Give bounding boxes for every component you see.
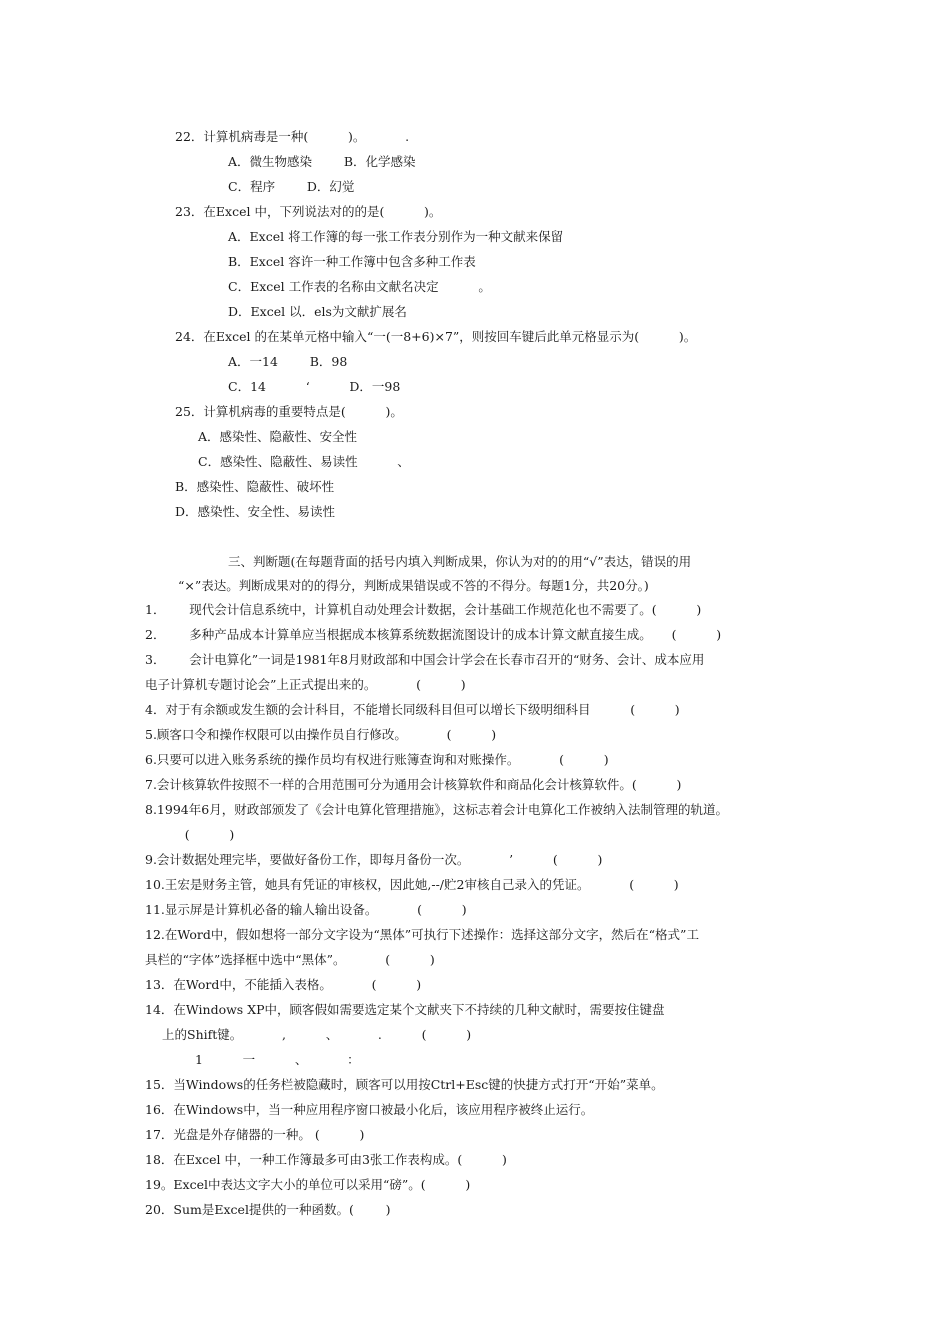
q23-stem: 23．在Excel 中，下列说法对的的是( )。 [175,204,442,219]
judgment-item: 3． 会计电算化”一词是1981年8月财政部和中国会计学会在长春市召开的“财务、会计、成本应用 [145,652,705,667]
judgment-item: 12.在Word中，假如想将一部分文字设为“黑体”可执行下述操作：选择这部分文字，然后在“格式”工 [145,927,699,942]
q25-option-d: D．感染性、安全性、易读性 [175,504,336,519]
judgment-item: 20．Sum是Excel提供的一种函数。( ) [145,1202,391,1217]
q25-option-b: B．感染性、隐蔽性、破坏性 [175,479,335,494]
judgment-item: 11.显示屏是计算机必备的输人输出设备。 ( ) [145,902,467,917]
judgment-item: 7.会计核算软件按照不一样的合用范围可分为通用会计核算软件和商品化会计核算软件。( ) [145,777,682,792]
stray-marks: 1 一 、 ： [195,1052,360,1067]
q25-option-a: A．感染性、隐蔽性、安全性 [198,429,358,444]
judgment-item: 15．当Windows的任务栏被隐藏时，顾客可以用按Ctrl+Esc键的快捷方式打开“开始”菜单。 [145,1077,664,1092]
q23-option-a: A．Excel 将工作簿的每一张工作表分别作为一种文献来保留 [228,229,564,244]
section-heading: 三、判断题(在每题背面的括号内填入判断成果，你认为对的的用“√”表达，错误的用 [228,554,692,569]
judgment-item: 上的Shift键。 , 、 . ( ) [162,1027,472,1042]
judgment-item: 9.会计数据处理完毕，要做好备份工作，即每月备份一次。 ’ ( ) [145,852,603,867]
judgment-item: 10.王宏是财务主管，她具有凭证的审核权，因此她,--/贮2审核自己录入的凭证。 ( ) [145,877,679,892]
judgment-item: 18．在Excel 中，一种工作簿最多可由3张工作表构成。( ) [145,1152,507,1167]
q24-options-ab: A．一14 B．98 [228,354,348,369]
q22-options-ab: A．微生物感染 B．化学感染 [228,154,416,169]
q23-option-b: B．Excel 容许一种工作簿中包含多种工作表 [228,254,476,269]
judgment-item: 14．在Windows XP中，顾客假如需要选定某个文献夹下不持续的几种文献时，需要按住键盘 [145,1002,665,1017]
judgment-item: ( ) [145,827,235,842]
judgment-item: 19。Excel中表达文字大小的单位可以采用“磅”。( ) [145,1177,471,1192]
judgment-item: 具栏的“字体”选择框中选中“黑体”。 ( ) [145,952,435,967]
judgment-item: 17．光盘是外存储器的一种。 ( ) [145,1127,365,1142]
judgment-item: 电子计算机专题讨论会”上正式提出来的。 ( ) [145,677,466,692]
judgment-item: 2． 多种产品成本计算单应当根据成本核算系统数据流图设计的成本计算文献直接生成。 ( ) [145,627,722,642]
judgment-item: 1． 现代会计信息系统中，计算机自动处理会计数据，会计基础工作规范化也不需要了。( ) [145,602,702,617]
q25-stem: 25．计算机病毒的重要特点是( )。 [175,404,403,419]
judgment-item: 4．对于有余额或发生额的会计科目，不能增长同级科目但可以增长下级明细科目 ( ) [145,702,680,717]
judgment-item: 16．在Windows中，当一种应用程序窗口被最小化后，该应用程序被终止运行。 [145,1102,594,1117]
q22-options-cd: C．程序 D．幻觉 [228,179,355,194]
q25-option-c: C．感染性、隐蔽性、易读性 、 [198,454,410,469]
judgment-item: 13．在Word中，不能插入表格。 ( ) [145,977,422,992]
q24-options-cd: C．14 ‘ D．一98 [228,379,401,394]
q22-stem: 22．计算机病毒是一种( )。 . [175,129,410,144]
q24-stem: 24．在Excel 的在某单元格中输入“一(一8+6)×7”，则按回车键后此单元格显示为( )。 [175,329,697,344]
q23-option-d: D．Excel 以．els为文献扩展名 [228,304,407,319]
judgment-item: 8.1994年6月，财政部颁发了《会计电算化管理措施》，这标志着会计电算化工作被纳入法制管理的轨道。 [145,802,728,817]
q23-option-c: C．Excel 工作表的名称由文献名决定 。 [228,279,491,294]
judgment-item: 5.顾客口令和操作权限可以由操作员自行修改。 ( ) [145,727,497,742]
judgment-item: 6.只要可以进入账务系统的操作员均有权进行账簿查询和对账操作。 ( ) [145,752,609,767]
section-heading-cont: “×”表达。判断成果对的的得分，判断成果错误或不答的不得分。每题1分，共20分。) [178,578,649,593]
